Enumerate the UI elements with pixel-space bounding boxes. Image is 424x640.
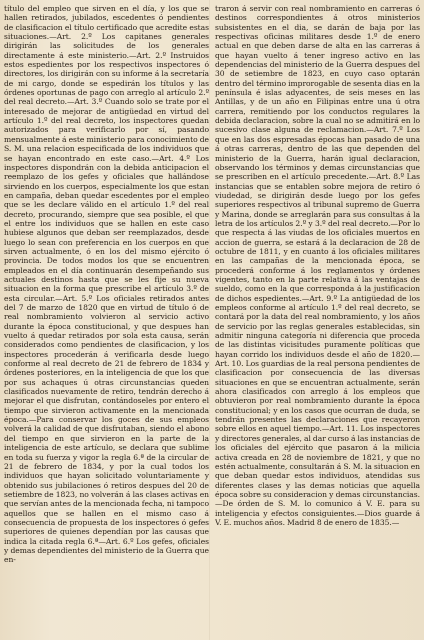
left-column [4, 4, 209, 640]
right-column [215, 4, 420, 640]
right-column-text: traron á servir con real nombramiento en carreras ó destinos correspondientes á otros ministerios subsistentes en el dia, se darán de baja por las respectivas oficinas militares desde 1.º de enero actual en que deben darse de alta en las carreras á que hayan vuelto á tener ingreso activo en las dependencias del ministerio de la Guerra despues del 30 de setiembre de 1823, en cuyo caso optarán dentro del término improrogable de sesenta dias en la península é islas adyacentes, de seis meses en las Antillas, y de un año en Filipinas entre una ú otra carrera, remitiendo por los conductos regulares la debida declaracion, sobre la cual no se admitirá en lo sucesivo clase alguna de reclamacion.—Art. 7.º Los que en las dos espresadas épocas han pasado de una á otras carreras, dentro de las que dependen del ministerio de la Guerra, harán igual declaracion, observando los términos y demas circunstancias que se prescriben en el artículo precedente.—Art. 8.º Las instancias que se entablen sobre mejora de retiro ó viudedad, se dirigirán desde luego por los gefes superiores respectivos al tribunal supremo de Guerra y Marina, donde se arreglarán para sus consultas á la letra de los artículos 2.º y 3.º del real decreto.—Por lo que respecta á las viudas de los oficiales muertos en accion de guerra, se estará á la declaracion de 28 de octubre de 1811, y en cuanto á los oficiales militares en las campañas de la mencionada época, se procederá conforme á los reglamentos y órdenes vigentes, tanto en la parte relativa á las ventajas de sueldo, como en la que corresponda á la justificacion de dichos espedientes.—Art. 9.º La antigüedad de los empleos conforme al artículo 1.º del real decreto, se contará por la data del real nombramiento, y los años de servicio por las reglas generales establecidas, sin admitir ninguna categoría ni diferencia que proceda de las distintas vicisitudes puramente políticas que hayan corrido los individuos desde el año de 1820.—Art. 10. Los guardias de la real persona pendientes de clasificacion por consecuencia de las diversas situaciones en que se encuentran actualmente, serán ahora clasificados con arreglo á los empleos que obtuvieron por real nombramiento durante la época constitucional; y en los casos que ocurran de duda, se tendrán presentes las declaraciones que recayeron sobre ellos en aquel tiempo.—Art. 11. Los inspectores y directores generales, al dar curso á las instancias de los oficiales del ejército que pasaron á la milicia activa creada en 28 de noviembre de 1821, y que no estén actualmente, consultarán á S. M. la situacion en que deban quedar estos individuos, atendidas sus diferentes clases y las demas noticias que aquella época sobre su consideracion y demas circunstancias.—De órden de S. M. lo comunico á V. E. para su inteligencia y efectos consiguientes.—Dios guarde á V. E. muchos años. Madrid 8 de enero de 1835.— [215, 4, 420, 527]
column-gutter [209, 0, 210, 640]
left-column-text: título del empleo que sirven en el día, y los que se hallen retirados, jubilados, escedentes ó pendientes de clasificacion el título certificado que acredite estas situaciones.—Art. 2.º Los capitanes generales dirigirán las solicitudes de los generales directamente á este ministerio.—Art. 2.º Instruidos estos espedientes por los respectivos inspectores ó directores, los dirigirán con su informe á la secretaría de mi cargo, donde se espedirán los títulos y las órdenes oportunas de pago con arreglo al artículo 2.º del real decreto.—Art. 3.º Cuando solo se trate por el interesado de mejorar de antigüedad en virtud del artículo 1.º del real decreto, los inspectores quedan autorizados para verificarlo por sí, pasando mensualmente á este ministerio para conocimiento de S. M. una relacion especificada de los individuos que se hayan encontrado en este caso.—Art. 4.º Los inspectores dispondrán con la debida anticipacion el reemplazo de los gefes y oficiales que hallándose sirviendo en los cuerpos, especialmente los que estan en campaña, deban quedar escedentes por el empleo que se les declare válido en el artículo 1.º del real decreto, procurando, siempre que sea posible, el que el entre los individuos que se hallen en este caso hubiese algunos que deban ser reemplazados, desde luego lo sean con preferencia en los cuerpos en que sirven actualmente, ó en los del mismo ejército ó provincia. De todos modos los que se encuentren empleados en el día continuarán desempeñando sus actuales destinos hasta que se les fije su nueva situacion en la forma que prescribe el artículo 3.º de esta circular.—Art. 5.º Los oficiales retirados antes del 7 de marzo de 1820 que en virtud de título ó de real nombramiento volvieron al servicio activo durante la época constitucional, y que despues han vuelto á quedar retirados por sola esta causa, serán considerados como pendientes de clasificacion, y los inspectores procederán á verificarla desde luego conforme al real decreto de 21 de febrero de 1834 y órdenes posteriores, en la inteligencia de que los que por sus achaques ú otras circunstancias queden clasificados nuevamente de retiro, tendrán derecho á mejorar el que disfrutan, contándoseles por entero el tiempo que sirvieron activamente en la mencionada época.—Para conservar los goces de sus empleos volverá la calidad de que disfrutaban, siendo el abono del tiempo en que sirvieron en la parte de la inteligencia de este artículo, se declara que sublime en toda su fuerza y vigor la regla 6.ª de la circular de 21 de febrero de 1834, y por la cual todos los individuos que hayan solicitado voluntariamente y obtenido sus jubilaciones ó retiros despues del 20 de setiembre de 1823, no volverán á las clases activas en que servían antes de la mencionada fecha, ni tampoco aquellos que se hallen en el mismo caso á consecuencia de propuesta de los inspectores ó gefes superiores de quienes dependían por las causas que indica la citada regla 6.ª—Art. 6.º Los gefes, oficiales y demas dependientes del ministerio de la Guerra que en- [4, 4, 209, 565]
